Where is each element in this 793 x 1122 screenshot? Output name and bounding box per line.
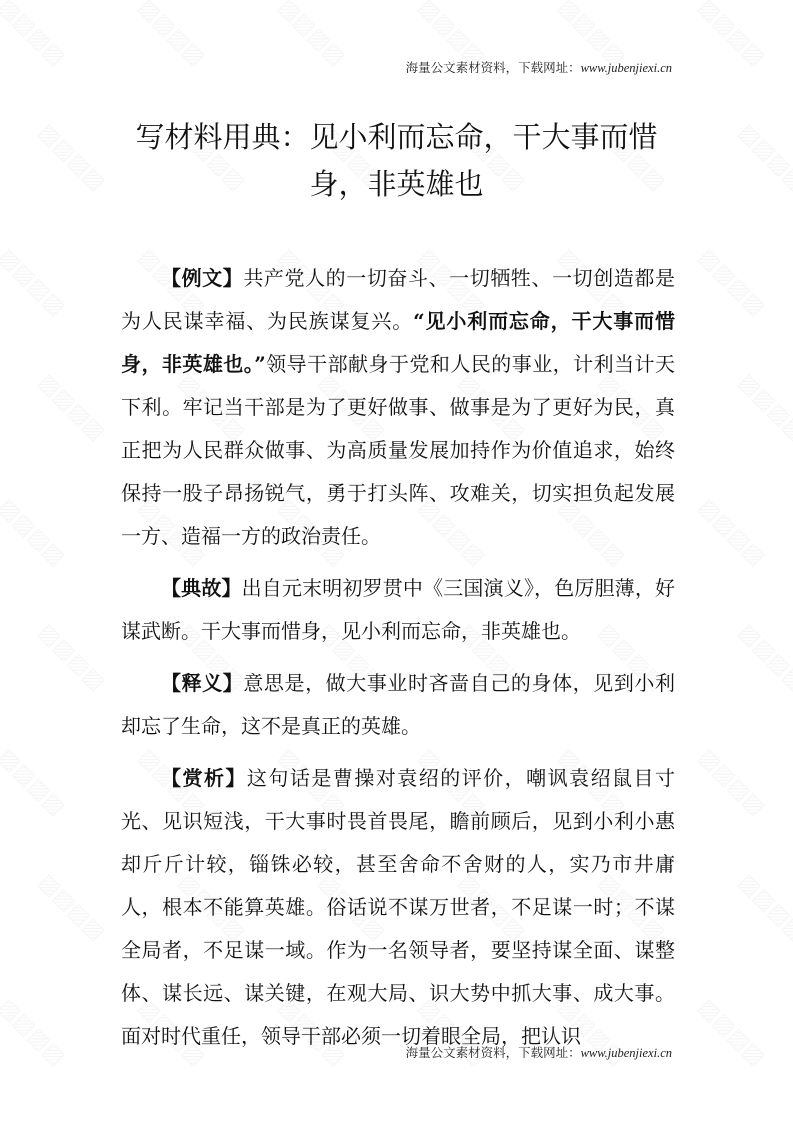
watermark-mark bbox=[0, 244, 70, 320]
watermark-mark bbox=[133, 0, 209, 71]
label-appreciation: 【赏析】 bbox=[161, 766, 247, 790]
watermark-mark bbox=[33, 369, 109, 445]
label-allusion: 【典故】 bbox=[161, 576, 242, 600]
page-header bbox=[406, 58, 672, 76]
watermark-mark bbox=[733, 869, 793, 945]
appreciation-text: 这句话是曹操对袁绍的评价，嘲讽袁绍鼠目寸光、见识短浅，干大事时畏首畏尾，瞻前顾后，见到小利小惠却斤斤计较，锱铢必较，甚至舍命不舍财的人，实乃市井庸人，根本不能算英雄。俗话说不谋万世者，不足谋一时；不谋全局者，不足谋一域。作为一名领导者，要坚持谋全面、谋整体、谋长远、谋关键，在观大局、识大势中抓大事、成大事。面对时代重任，领导干部必须一切着眼全局，把认识 bbox=[121, 766, 676, 1048]
watermark-mark bbox=[693, 494, 769, 570]
label-example: 【例文】 bbox=[161, 266, 244, 290]
header-text: 海量公文素材资料，下载网址： bbox=[405, 60, 581, 75]
example-quote: “见小利而忘命，干大事而惜身，非英雄也。” bbox=[121, 309, 675, 376]
meaning-text: 意思是，做大事业时吝啬自己的身体，见到小利却忘了生命，这不是真正的英雄。 bbox=[121, 671, 676, 738]
footer-url[interactable]: www.jubenjiexi.cn bbox=[580, 1046, 672, 1060]
watermark-mark bbox=[733, 119, 793, 195]
example-text-before: 共产党人的一切奋斗、一切牺牲、一切创造都是为人民谋幸福、为民族谋复兴。 bbox=[121, 266, 676, 333]
paragraph-allusion bbox=[121, 567, 675, 653]
paragraph-example bbox=[121, 257, 675, 558]
document-title: 写材料用典：见小利而忘命，干大事而惜身，非英雄也 bbox=[135, 120, 658, 201]
label-meaning: 【释义】 bbox=[161, 671, 244, 695]
watermark-mark bbox=[693, 994, 769, 1070]
watermark-mark bbox=[33, 869, 109, 945]
footer-text: 海量公文素材资料，下载网址： bbox=[405, 1045, 581, 1060]
watermark-mark bbox=[0, 494, 70, 570]
watermark-mark bbox=[33, 119, 109, 195]
paragraph-meaning bbox=[121, 662, 675, 748]
watermark-mark bbox=[273, 0, 349, 71]
header-url[interactable]: www.jubenjiexi.cn bbox=[580, 61, 672, 75]
watermark-mark bbox=[0, 994, 70, 1070]
watermark-mark bbox=[0, 744, 70, 820]
watermark-mark bbox=[733, 619, 793, 695]
watermark-mark bbox=[693, 244, 769, 320]
page-footer bbox=[406, 1043, 672, 1061]
watermark-mark bbox=[0, 0, 70, 71]
paragraph-appreciation bbox=[121, 757, 675, 1058]
watermark-mark bbox=[33, 619, 109, 695]
document-body bbox=[121, 257, 675, 1058]
watermark-mark bbox=[693, 744, 769, 820]
watermark-mark bbox=[693, 0, 769, 71]
allusion-text: 出自元末明初罗贯中《三国演义》，色厉胆薄，好谋武断。干大事而惜身，见小利而忘命，非英雄也。 bbox=[121, 576, 676, 643]
watermark-mark bbox=[733, 369, 793, 445]
example-text-after: 领导干部献身于党和人民的事业，计利当计天下利。牢记当干部是为了更好做事、做事是为了更好为民，真正把为人民群众做事、为高质量发展加持作为价值追求，始终保持一股子昂扬锐气，勇于打头阵、攻难关，切实担负起发展一方、造福一方的政治责任。 bbox=[121, 352, 675, 548]
